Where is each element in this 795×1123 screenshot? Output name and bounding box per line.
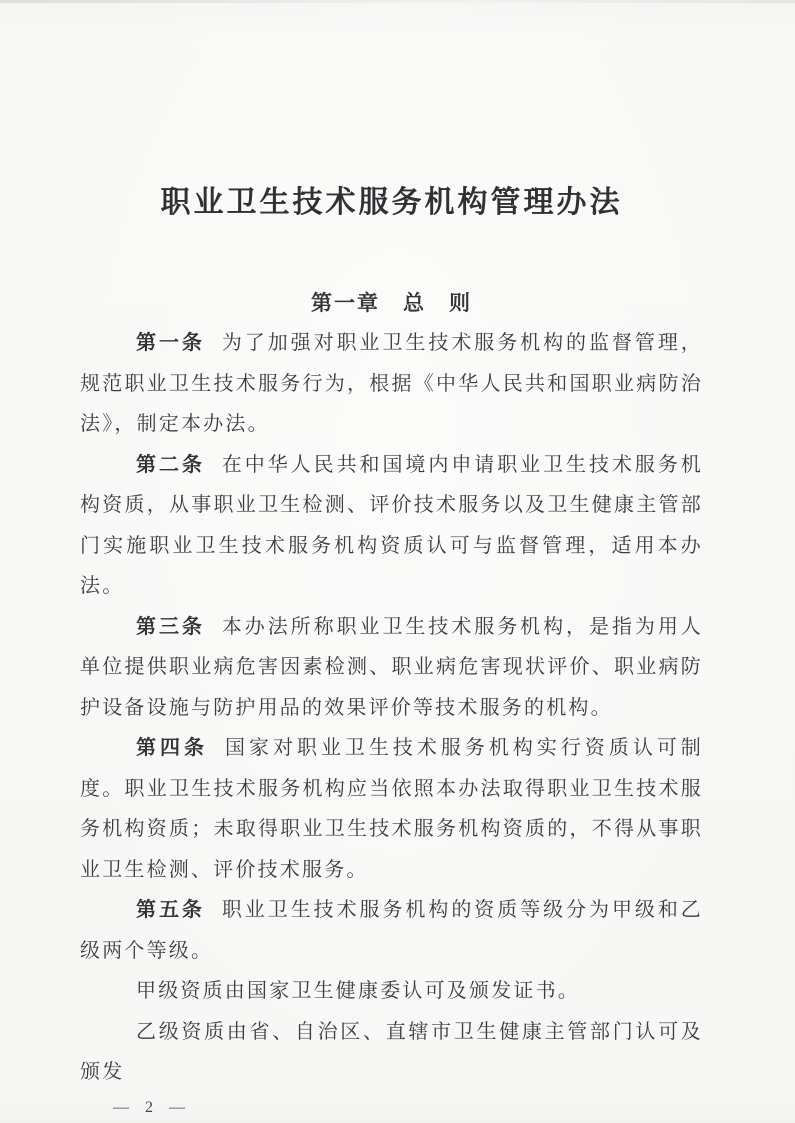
article-5-sub1-text: 甲级资质由国家卫生健康委认可及颁发证书。 — [136, 980, 580, 1002]
page-footer — [80, 1097, 703, 1119]
document-body — [80, 323, 703, 1093]
article-3-number: 第三条 — [136, 615, 205, 638]
article-2-number: 第二条 — [136, 453, 205, 476]
page-number: — 2 — — [113, 1098, 191, 1116]
article-1-number: 第一条 — [136, 332, 205, 354]
article-5-subparagraph-jiaji — [80, 971, 703, 1012]
article-1-paragraph — [80, 323, 703, 445]
article-5-text: 职业卫生技术服务机构的资质等级分为甲级和乙级两个等级。 — [80, 899, 703, 962]
article-2-text: 在中华人民共和国境内申请职业卫生技术服务机构资质，从事职业卫生检测、评价技术服务以及卫生健康主管部门实施职业卫生技术服务机构资质认可与监督管理，适用本办法。 — [80, 453, 703, 597]
article-5-paragraph — [80, 890, 703, 971]
article-5-sub2-text: 乙级资质由省、自治区、直辖市卫生健康主管部门认可及颁发 — [80, 1020, 703, 1083]
article-3-paragraph — [80, 607, 703, 729]
article-3-text: 本办法所称职业卫生技术服务机构，是指为用人单位提供职业病危害因素检测、职业病危害现状评价、职业病防护设备设施与防护用品的效果评价等技术服务的机构。 — [80, 615, 703, 719]
document-title: 职业卫生技术服务机构管理办法 — [160, 186, 623, 219]
article-2-paragraph — [80, 445, 703, 607]
article-5-number: 第五条 — [136, 899, 205, 921]
article-4-number: 第四条 — [136, 737, 208, 759]
article-5-subparagraph-yiji — [80, 1012, 703, 1093]
article-4-paragraph — [80, 728, 703, 890]
article-1-text: 为了加强对职业卫生技术服务机构的监督管理，规范职业卫生技术服务行为，根据《中华人民共和国职业病防治法》，制定本办法。 — [80, 332, 703, 435]
chapter-heading: 第一章 总 则 — [311, 291, 472, 315]
article-4-text: 国家对职业卫生技术服务机构实行资质认可制度。职业卫生技术服务机构应当依照本办法取得职业卫生技术服务机构资质；未取得职业卫生技术服务机构资质的，不得从事职业卫生检测、评价技术服务。 — [80, 737, 704, 881]
